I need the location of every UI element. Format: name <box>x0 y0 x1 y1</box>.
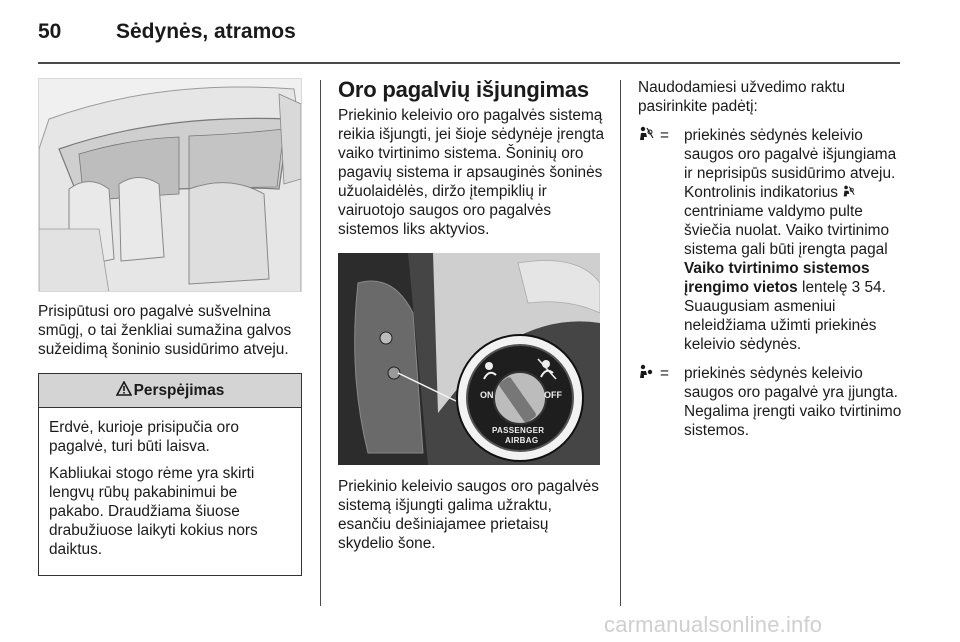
watermark: carmanualsonline.info <box>604 612 823 637</box>
option-equals: = <box>660 127 669 144</box>
option-airbag-off <box>638 126 906 354</box>
airbag-caption: Prisipūtusi oro pagalvė sušvelnina smūgį, o tai ženkliai sumažina galvos sužeidimą šoninio susidūrimo atveju. <box>38 303 292 358</box>
warning-triangle-icon <box>116 381 132 401</box>
dashboard-side-drawing <box>338 253 600 465</box>
page-header <box>38 20 296 50</box>
column-divider <box>620 80 621 606</box>
column-divider <box>320 80 321 606</box>
column-middle <box>338 78 606 553</box>
option-equals: = <box>660 365 669 382</box>
option-text: lentelę <box>797 279 852 296</box>
header-rule <box>38 62 900 64</box>
option-text: Suaugusiam asmeniui neleidžiama užimti priekinės keleivio sėdynės. <box>684 298 877 353</box>
warning-box <box>38 373 302 576</box>
column-left <box>38 78 304 576</box>
switch-label-passenger: PASSENGER <box>492 426 545 435</box>
switch-label-off: OFF <box>544 390 562 400</box>
warning-header <box>39 374 301 408</box>
select-position-intro: Naudodamiesi užvedimo raktu pasirinkite padėtį: <box>638 79 846 115</box>
option-text: centriniame valdymo pulte šviečia nuolat. Vaiko tvirtinimo sistema gali būti įrengta pagal <box>684 203 890 258</box>
page-number: 50 <box>38 20 62 43</box>
warning-body <box>39 408 301 575</box>
option-text: priekinės sėdynės keleivio saugos oro pagalvė išjungiama ir neprisipūs susidūrimo atveju. Kontrolinis indikatorius <box>684 127 897 201</box>
airbag-on-icon <box>638 364 660 440</box>
table-reference: Vaiko tvirtinimo sistemos įrengimo vietos <box>684 260 870 296</box>
option-description: priekinės sėdynės keleivio saugos oro pagalvė yra įjungta. Negalima įrengti vaiko tvirtinimo sistemos. <box>684 365 902 439</box>
airbag-switch-photo <box>338 253 600 465</box>
car-interior-drawing <box>39 79 302 292</box>
airbag-off-icon <box>638 126 660 354</box>
option-description <box>684 126 906 354</box>
intro-paragraph: Priekinio keleivio oro pagalvės sistemą reikia išjungti, jei šioje sėdynėje įrengta vaiko tvirtinimo sistema. Šoninių oro pagavių sistema ir apsauginės šoninės užuolaidėlės, diržo įtempiklių ir vairuotojo saugos oro pagalvės sistemos liks aktyvios. <box>338 107 605 238</box>
curtain-airbag-illustration <box>38 78 302 292</box>
option-airbag-on <box>638 364 906 440</box>
warning-paragraph: Erdvė, kurioje prisipučia oro pagalvė, turi būti laisva. <box>49 419 239 455</box>
switch-caption: Priekinio keleivio saugos oro pagalvės sistemą išjungti galima užraktu, esančiu dešiniajamee prietaisų skydelio šone. <box>338 478 599 552</box>
section-title: Sėdynės, atramos <box>116 20 296 43</box>
section-heading: Oro pagalvių išjungimas <box>338 77 589 102</box>
warning-title: Perspėjimas <box>133 382 225 399</box>
page-reference-icon[interactable]: 3 54. <box>851 279 886 296</box>
warning-paragraph: Kabliukai stogo rėme yra skirti lengvų rūbų pakabinimui be pakabo. Draudžiama šiuose drabužiuose laikyti kokius nors daiktus. <box>49 465 258 558</box>
airbag-off-icon <box>842 184 855 201</box>
switch-label-on: ON <box>480 390 494 400</box>
switch-label-airbag: AIRBAG <box>505 436 539 445</box>
column-right <box>638 78 906 440</box>
